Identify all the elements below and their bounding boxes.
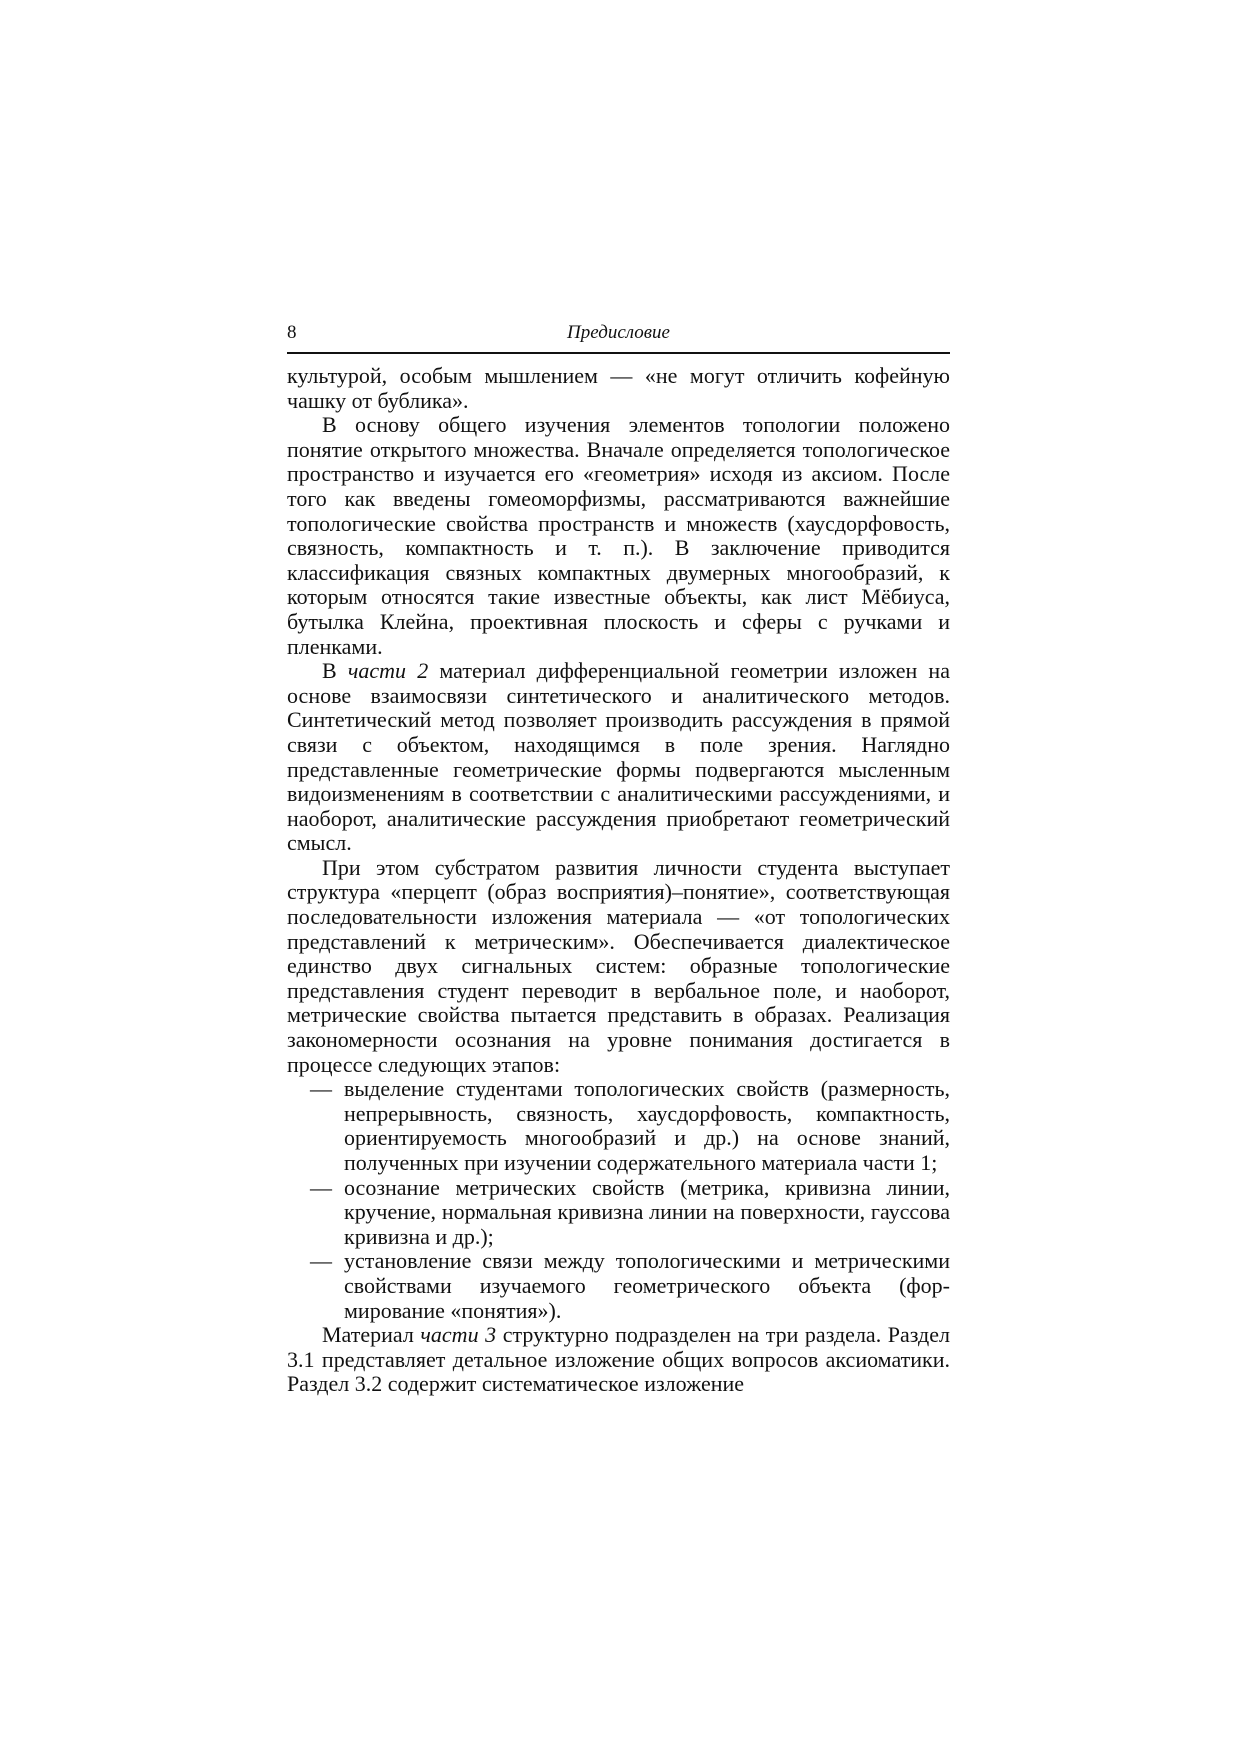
running-title: Предисловие bbox=[567, 322, 670, 343]
dash-bullet: — bbox=[310, 1076, 332, 1102]
list-item bbox=[287, 1077, 950, 1175]
list-item bbox=[287, 1176, 950, 1250]
stages-list bbox=[287, 1077, 950, 1323]
paragraph-5 bbox=[287, 1323, 950, 1397]
paragraph-3-text: материал дифференциальной геометрии изложен на основе взаимосвязи синтетического и аналитического методов. Синтетический метод позволяет производить рассуждения в прямой связи с объектом, находящимся в поле зрения. Наглядно представленные геометрические формы подвергаются мысленным видоизменениям в соответствии с аналитическими рассуждениями, и наоборот, аналитические рассуждения приобретают геометрический смысл. bbox=[287, 658, 950, 856]
list-item-text: осознание метрических свойств (метрика, кривизна линии, кручение, нормальная кривизна линии на поверхности, гауссова кривизна и др.); bbox=[344, 1174, 950, 1249]
body-text bbox=[287, 364, 950, 1397]
paragraph-5-lead: Материал bbox=[322, 1322, 421, 1348]
page-number: 8 bbox=[287, 322, 297, 343]
page-header bbox=[287, 322, 950, 354]
part-2-reference: части 2 bbox=[347, 658, 429, 684]
paragraph-5-text: структурно подразделен на три раздела. Раздел 3.1 представляет детальное изложение общих вопросов аксиоматики. Раздел 3.2 содержит систематическое изложение bbox=[287, 1322, 950, 1397]
paragraph-1: культурой, особым мышлением — «не могут отличить кофейную чашку от бублика». bbox=[287, 363, 950, 413]
list-item-text: установление связи между топологическими и метрическими свойствами изучаемого геометрического объекта (формирование «понятия»). bbox=[344, 1248, 950, 1323]
paragraph-4: При этом субстратом развития личности студента выступает структура «перцепт (образ восприятия)–понятие», соответствующая последовательности изложения материала — «от топологических представлений к метрическим». Обеспечивается диалектическое единство двух сигнальных систем: образные топологические представления студент переводит в вербальное поле, и наоборот, метрические свойства пытается представить в образах. Реализация закономерности осознания на уровне понимания достигается в процессе следующих этапов: bbox=[287, 854, 950, 1077]
paragraph-3-lead: В bbox=[322, 658, 348, 684]
paragraph-2: В основу общего изучения элементов топологии положено понятие открытого множества. Вначале определяется топологическое пространство и изучается его «геометрия» исходя из аксиом. После того как введены гомеоморфизмы, рассматриваются важнейшие топологические свойства пространств и множеств (хаусдорфовость, связность, компактность и т. п.). В заключение приводится классификация связных компактных двумерных многообразий, к которым относятся такие известные объекты, как лист Мёбиуса, бутылка Клейна, проективная плоскость и сферы с ручками и пленками. bbox=[287, 412, 950, 659]
dash-bullet: — bbox=[310, 1248, 332, 1274]
dash-bullet: — bbox=[310, 1174, 332, 1200]
paragraph-3 bbox=[287, 659, 950, 856]
list-item-text: выделение студентами топологических свойств (размерность, непрерывность, связность, хаусдорфовость, компактность, ориентируемость многообразий и др.) на основе знаний, полученных при изучении содержательного материала части 1; bbox=[344, 1076, 950, 1175]
list-item bbox=[287, 1249, 950, 1323]
part-3-reference: части 3 bbox=[420, 1322, 497, 1348]
